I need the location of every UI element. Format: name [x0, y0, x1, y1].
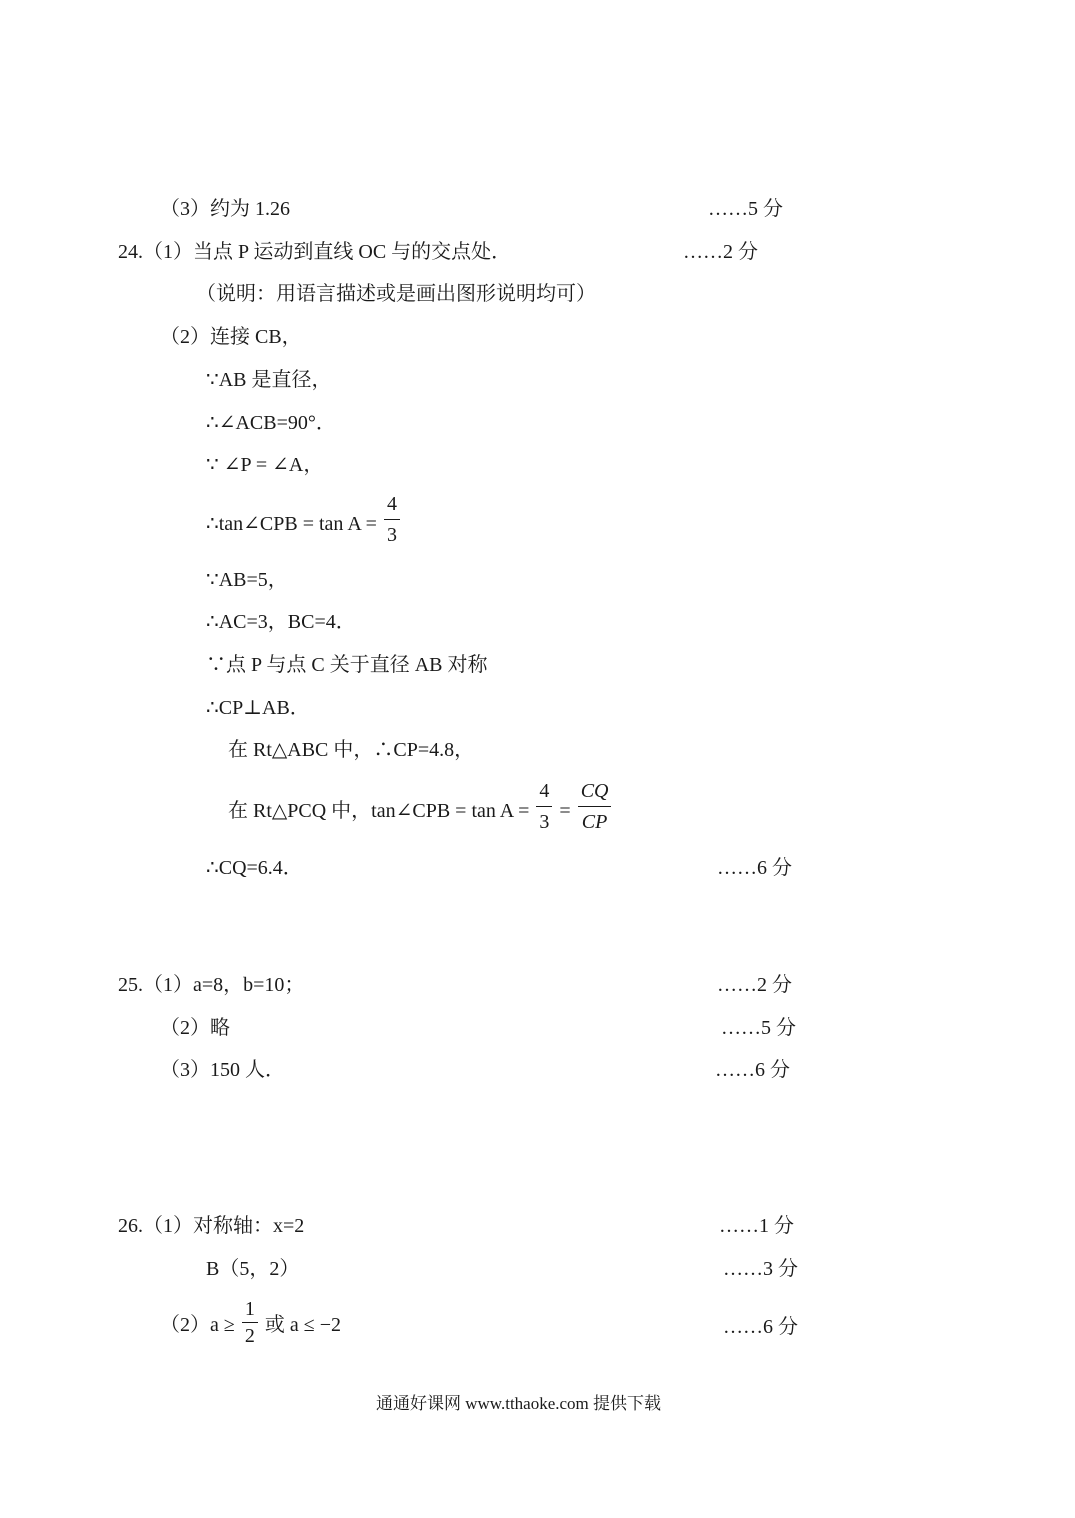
q24-step2: ∴∠ACB=90°． — [206, 412, 336, 434]
q24-step4 — [206, 493, 402, 554]
q24-step7: ∵点 P 与点 C 关于直径 AB 对称 — [206, 654, 488, 676]
q24-step5: ∵AB=5， — [206, 569, 288, 591]
q24-step4-text: ∴tan∠CPB = tan A = — [206, 513, 377, 536]
q25-part2-score: ……5 分 — [721, 1017, 796, 1039]
q26-point-b-score: ……3 分 — [723, 1258, 798, 1280]
q24-step10-fraction2 — [578, 776, 612, 837]
q24-part1-score: ……2 分 — [683, 241, 758, 263]
q24-fraction-numerator: 4 — [384, 489, 400, 520]
q25-part3-score: ……6 分 — [715, 1059, 790, 1081]
q25-part1-score: ……2 分 — [717, 974, 792, 996]
q25-part1: 25.（1）a=8，b=10； — [118, 974, 305, 996]
q24-step6: ∴AC=3，BC=4． — [206, 611, 356, 633]
q24-fraction — [384, 489, 400, 550]
q23-part3: （3）约为 1.26 — [160, 198, 290, 220]
q26-point-b: B（5，2） — [206, 1258, 300, 1280]
q24-step10-denominator2: CP — [581, 811, 608, 833]
q25-part3: （3）150 人． — [160, 1059, 285, 1081]
q24-step10-numerator2: CQ — [578, 776, 612, 807]
page-footer: 通通好课网 www.tthaoke.com 提供下载 — [376, 1394, 662, 1413]
q23-part3-score: ……5 分 — [708, 198, 783, 220]
q24-fraction-denominator: 3 — [386, 524, 397, 546]
q24-part1: 24.（1）当点 P 运动到直线 OC 与的交点处． — [118, 241, 512, 263]
q25-part2: （2）略 — [160, 1017, 230, 1039]
q24-step9: 在 Rt△ABC 中，∴CP=4.8， — [228, 739, 475, 761]
q26-fraction-denominator: 2 — [244, 1325, 255, 1347]
q24-part2-head: （2）连接 CB， — [160, 326, 302, 348]
q24-step3: ∵ ∠P = ∠A， — [206, 454, 324, 476]
q26-part2-score: ……6 分 — [723, 1316, 798, 1338]
q26-part2-tail: 或 a ≤ −2 — [264, 1314, 341, 1337]
q26-fraction-numerator: 1 — [242, 1296, 258, 1323]
q24-step1: ∵AB 是直径， — [206, 369, 332, 391]
q26-fraction — [242, 1296, 258, 1349]
q26-part2-text: （2）a ≥ — [160, 1314, 235, 1337]
q24-step10-numerator: 4 — [536, 776, 552, 807]
q24-step10 — [228, 780, 613, 841]
q26-part2 — [160, 1298, 341, 1351]
q24-step10-fraction — [536, 776, 552, 837]
q24-part2-score: ……6 分 — [717, 857, 792, 879]
q24-note: （说明：用语言描述或是画出图形说明均可） — [196, 283, 596, 305]
q24-step8: ∴CP⊥AB． — [206, 697, 310, 719]
q24-step10-text: 在 Rt△PCQ 中，tan∠CPB = tan A = — [228, 800, 530, 823]
q24-step10-equals: = — [559, 800, 571, 823]
q24-step10-denominator: 3 — [539, 811, 550, 833]
q24-step11: ∴CQ=6.4． — [206, 857, 303, 879]
q26-part1-score: ……1 分 — [719, 1215, 794, 1237]
q26-part1: 26.（1）对称轴：x=2 — [118, 1215, 305, 1237]
